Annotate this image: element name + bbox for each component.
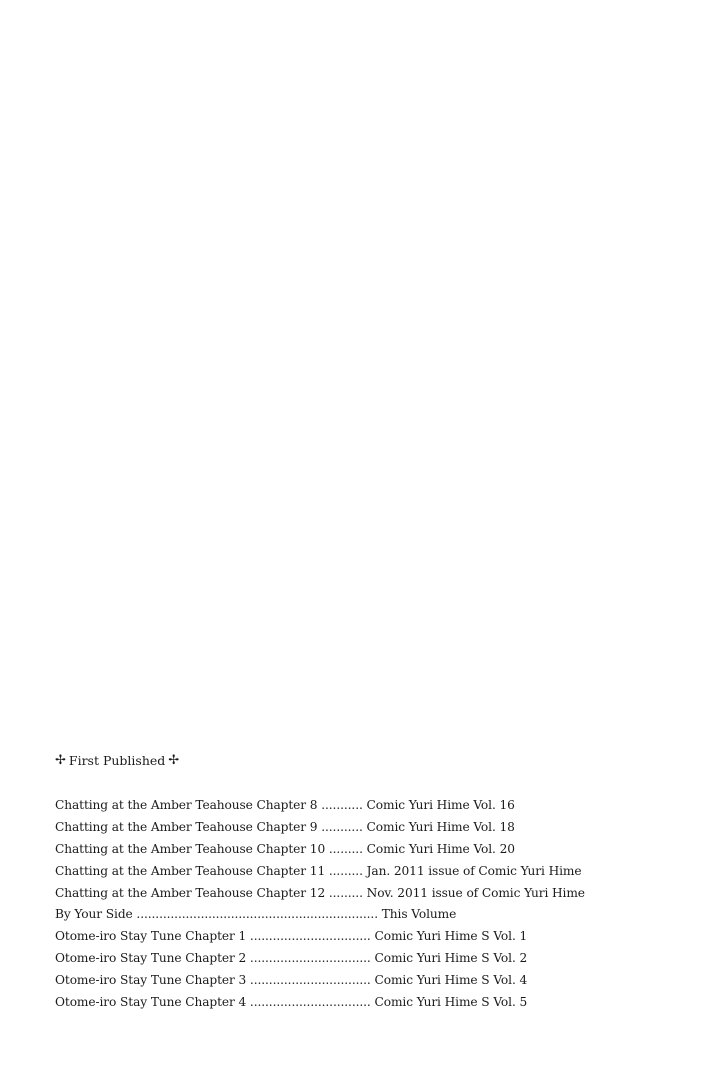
dot-leader: ................................ xyxy=(246,995,375,1010)
dot-leader: ......... xyxy=(325,841,367,856)
entry-title: Otome-iro Stay Tune Chapter 4 xyxy=(55,995,247,1010)
dot-leader: ........... xyxy=(317,798,367,812)
list-item xyxy=(55,817,585,839)
list-item xyxy=(55,861,585,883)
dot-leader: ................................................................ xyxy=(132,907,382,922)
list-item xyxy=(55,992,585,1014)
entry-title: Chatting at the Amber Teahouse Chapter 8 xyxy=(55,798,318,812)
entry-title: By Your Side xyxy=(55,907,133,922)
entry-source: Comic Yuri Hime S Vol. 2 xyxy=(374,951,528,966)
entry-title: Otome-iro Stay Tune Chapter 3 xyxy=(55,973,247,988)
entry-title: Otome-iro Stay Tune Chapter 2 xyxy=(55,951,247,966)
entry-title: Otome-iro Stay Tune Chapter 1 xyxy=(55,929,247,944)
ornament-left-icon: ✢ xyxy=(55,753,66,768)
entry-source: Jan. 2011 issue of Comic Yuri Hime xyxy=(366,863,582,878)
dot-leader: ................................ xyxy=(246,973,375,988)
entry-source: Nov. 2011 issue of Comic Yuri Hime xyxy=(366,885,585,900)
list-item xyxy=(55,795,585,817)
list-item xyxy=(55,883,585,905)
entry-title: Chatting at the Amber Teahouse Chapter 12 xyxy=(55,885,326,900)
entry-source: Comic Yuri Hime S Vol. 4 xyxy=(374,973,528,988)
dot-leader: ................................ xyxy=(246,951,375,966)
entry-title: Chatting at the Amber Teahouse Chapter 9 xyxy=(55,819,318,834)
list-item xyxy=(55,970,585,992)
entry-source: This Volume xyxy=(381,907,457,922)
section-heading xyxy=(55,752,179,770)
entry-source: Comic Yuri Hime S Vol. 1 xyxy=(374,929,528,944)
entry-title: Chatting at the Amber Teahouse Chapter 10 xyxy=(55,841,326,856)
dot-leader: ................................ xyxy=(246,929,375,944)
entry-source: Comic Yuri Hime Vol. 18 xyxy=(366,819,515,834)
dot-leader: ........... xyxy=(317,819,367,834)
list-item xyxy=(55,904,585,926)
list-item xyxy=(55,926,585,948)
list-item xyxy=(55,948,585,970)
heading-title: First Published xyxy=(68,753,166,768)
ornament-right-icon: ✢ xyxy=(168,753,180,768)
list-item xyxy=(55,839,585,861)
entry-title: Chatting at the Amber Teahouse Chapter 11 xyxy=(55,863,326,878)
dot-leader: ......... xyxy=(325,863,367,878)
dot-leader: ......... xyxy=(325,885,367,900)
entry-source: Comic Yuri Hime Vol. 20 xyxy=(366,841,515,856)
entry-source: Comic Yuri Hime Vol. 16 xyxy=(366,798,515,812)
entry-source: Comic Yuri Hime S Vol. 5 xyxy=(374,995,528,1010)
publication-list xyxy=(55,795,585,1014)
